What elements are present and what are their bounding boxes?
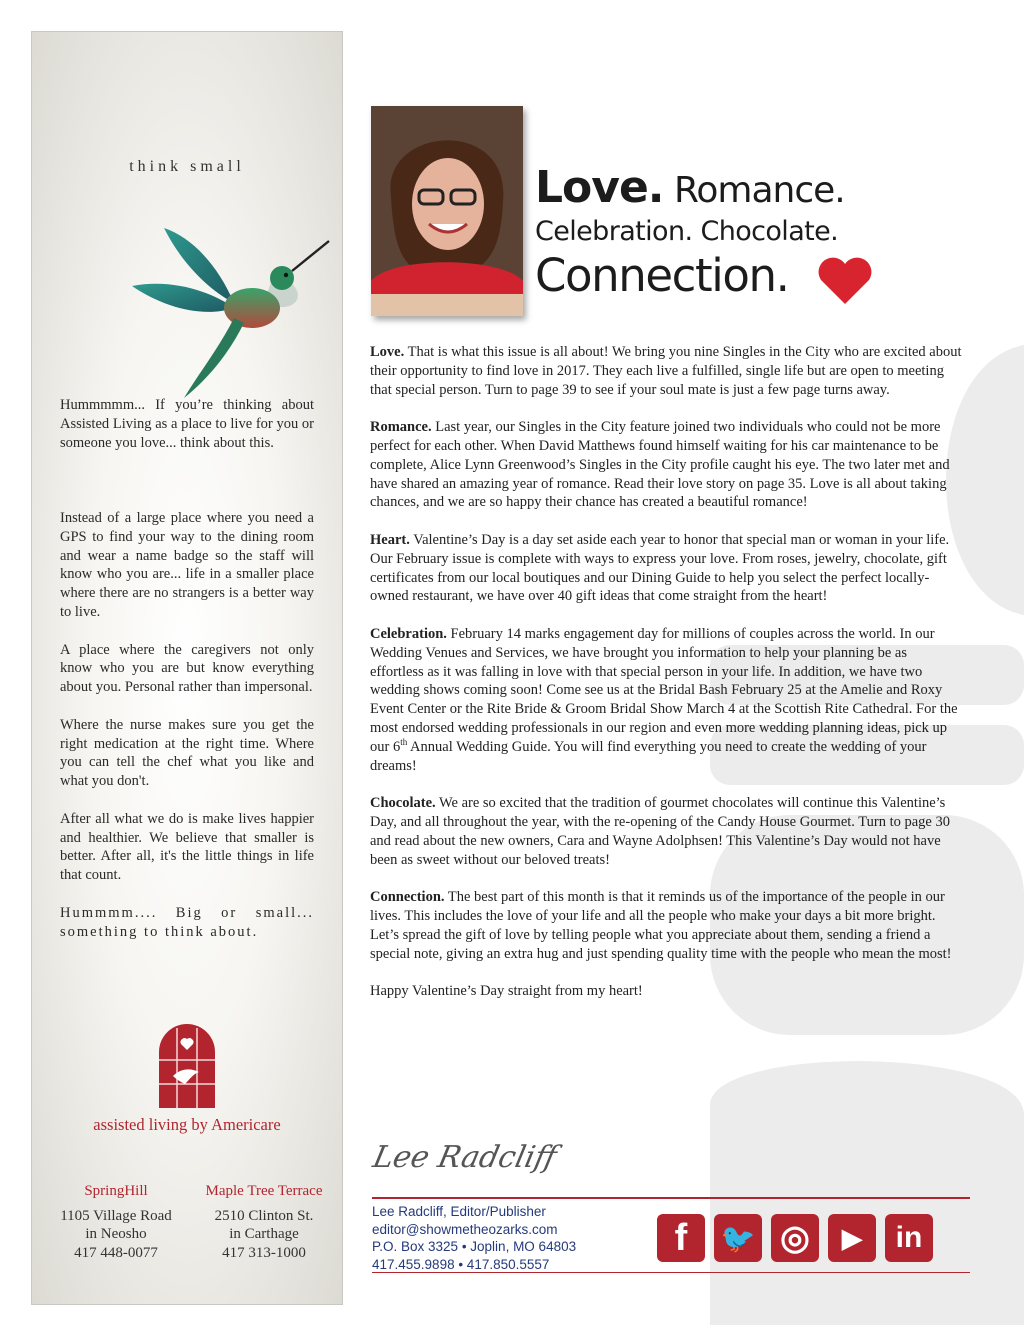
editor-photo: [371, 106, 523, 316]
editor-letter: [370, 343, 964, 1020]
svg-text:Lee Radcliff: Lee Radcliff: [369, 1140, 560, 1175]
ad-paragraph: Instead of a large place where you need a GPS to find your way to the dining room and wear a name badge so the staff will know who you are... life in a smaller place where there are no strangers is a better way to live.: [60, 510, 314, 620]
americare-logo: [159, 1024, 215, 1108]
paragraph-love: Love. That is what this issue is all about! We bring you nine Singles in the City who are excited about their opportunity to find love in 2017. They each live a fulfilled, single life but are open to meeting that special person. Turn to page 39 to see if your soul mate is just a few page turns away.: [370, 344, 962, 398]
location-phone: 417 313-1000: [222, 1244, 306, 1261]
signature: [369, 1127, 560, 1185]
assisted-living-ad: [31, 31, 343, 1305]
location-address: 1105 Village Road: [60, 1207, 172, 1224]
paragraph-romance: Romance. Last year, our Singles in the City feature joined two individuals who could not be more perfect for each other. When David Matthews found himself waiting for his car maintenance to be complete, Alice Lynn Greenwood’s Singles in the City profile caught his eye. The two later met and have shared an amazing year of romance. Read their love story on page 35. Love is all about taking chances, and we are so happy their chance has created a beautiful romance!: [370, 419, 950, 511]
editor-name: Lee Radcliff, Editor/Publisher: [372, 1204, 546, 1219]
location-maple-tree-terrace: [196, 1182, 332, 1262]
facebook-icon[interactable]: f: [657, 1214, 705, 1262]
contact-info: [372, 1203, 576, 1273]
location-address: 2510 Clinton St.: [214, 1207, 314, 1224]
heart-icon: [815, 254, 875, 306]
linkedin-icon[interactable]: in: [885, 1214, 933, 1262]
ad-brand-name: assisted living by Americare: [93, 1115, 281, 1134]
ad-paragraph: A place where the caregivers not only know who you are but know everything about you. Personal rather than impersonal.: [60, 641, 314, 696]
mailing-address: P.O. Box 3325 • Joplin, MO 64803: [372, 1239, 577, 1254]
paragraph-connection: Connection. The best part of this month is that it reminds us of the importance of the people in our lives. This includes the love of your life and all the people who make your days a bit more bright. Let’s spread the gift of love by telling people what you appreciate about them, sending a friend a special note, giving an extra hug and just spending quality time with the people who mean the most!: [370, 889, 952, 962]
social-links: [657, 1214, 933, 1262]
paragraph-chocolate: Chocolate. We are so excited that the tradition of gourmet chocolates will continue this Valentine’s Day, and all throughout the year, with the re-opening of the Candy House Gourmet. Turn to page 30 and read about the new owners, Cara and Wayne Adolphsen! This Valentine’s Day would not have been as sweet without our beloved treats!: [370, 795, 950, 868]
ad-paragraph: After all what we do is make lives happier and healthier. We believe that smaller is better. After all, it's the little things in life that count.: [60, 810, 314, 884]
headline: [535, 162, 845, 302]
instagram-icon[interactable]: ◎: [771, 1214, 819, 1262]
location-springhill: [51, 1182, 181, 1262]
headline-romance: Romance.: [663, 170, 845, 211]
ad-heading: think small: [129, 158, 245, 175]
paragraph-celebration: Celebration. February 14 marks engagement day for millions of couples across the world. In our Wedding Venues and Services, we have brought you information to help your planning be as effortless as it was falling in love with that special person in your life. In addition, we have two wedding shows coming soon! Come see us at the Bridal Bash February 25 at the Amelie and Roxy Event Center or the Rite Bride & Groom Bridal Show March 4 at the Scottish Rite Cathedral. For the most endorsed wedding professionals in our region and even more wedding planning ideas, pick up our 6th Annual Wedding Guide. You will find everything you need to create the wedding of your dreams!: [370, 625, 958, 774]
editor-email[interactable]: editor@showmetheozarks.com: [372, 1221, 558, 1237]
paragraph-heart: Heart. Valentine’s Day is a day set aside each year to honor that special man or woman in your life. Our February issue is complete with ways to express your love. From roses, jewelry, chocolate, gift certificates from our local boutiques and our Dining Guide to help you select the perfect locally-owned restaurant, we have over 40 gift ideas that come straight from the heart!: [370, 531, 950, 605]
location-phone: 417 448-0077: [74, 1244, 158, 1261]
location-name: Maple Tree Terrace: [205, 1183, 323, 1199]
headline-line2: Celebration. Chocolate.: [535, 216, 839, 247]
twitter-icon[interactable]: 🐦: [714, 1214, 762, 1262]
location-name: SpringHill: [84, 1183, 148, 1199]
location-city: in Neosho: [85, 1226, 147, 1242]
location-city: in Carthage: [229, 1226, 299, 1242]
closing-line: Happy Valentine’s Day straight from my heart!: [370, 983, 643, 1000]
youtube-icon[interactable]: ▶: [828, 1214, 876, 1262]
phone-numbers: 417.455.9898 • 417.850.5557: [372, 1256, 550, 1272]
ad-paragraph: Hummmm.... Big or small... something to think about.: [60, 904, 314, 940]
hummingbird-illustration: [124, 208, 324, 408]
headline-love: Love.: [535, 162, 664, 213]
headline-connection: Connection.: [535, 249, 789, 302]
ad-paragraph: Where the nurse makes sure you get the right medication at the right time. Where you can tell the chef what you like and what you don't.: [60, 716, 314, 790]
ad-paragraph: Hummmmm... If you’re thinking about Assisted Living as a place to live for you or someone you love... think about this.: [60, 397, 314, 451]
footer-divider: [372, 1197, 970, 1199]
